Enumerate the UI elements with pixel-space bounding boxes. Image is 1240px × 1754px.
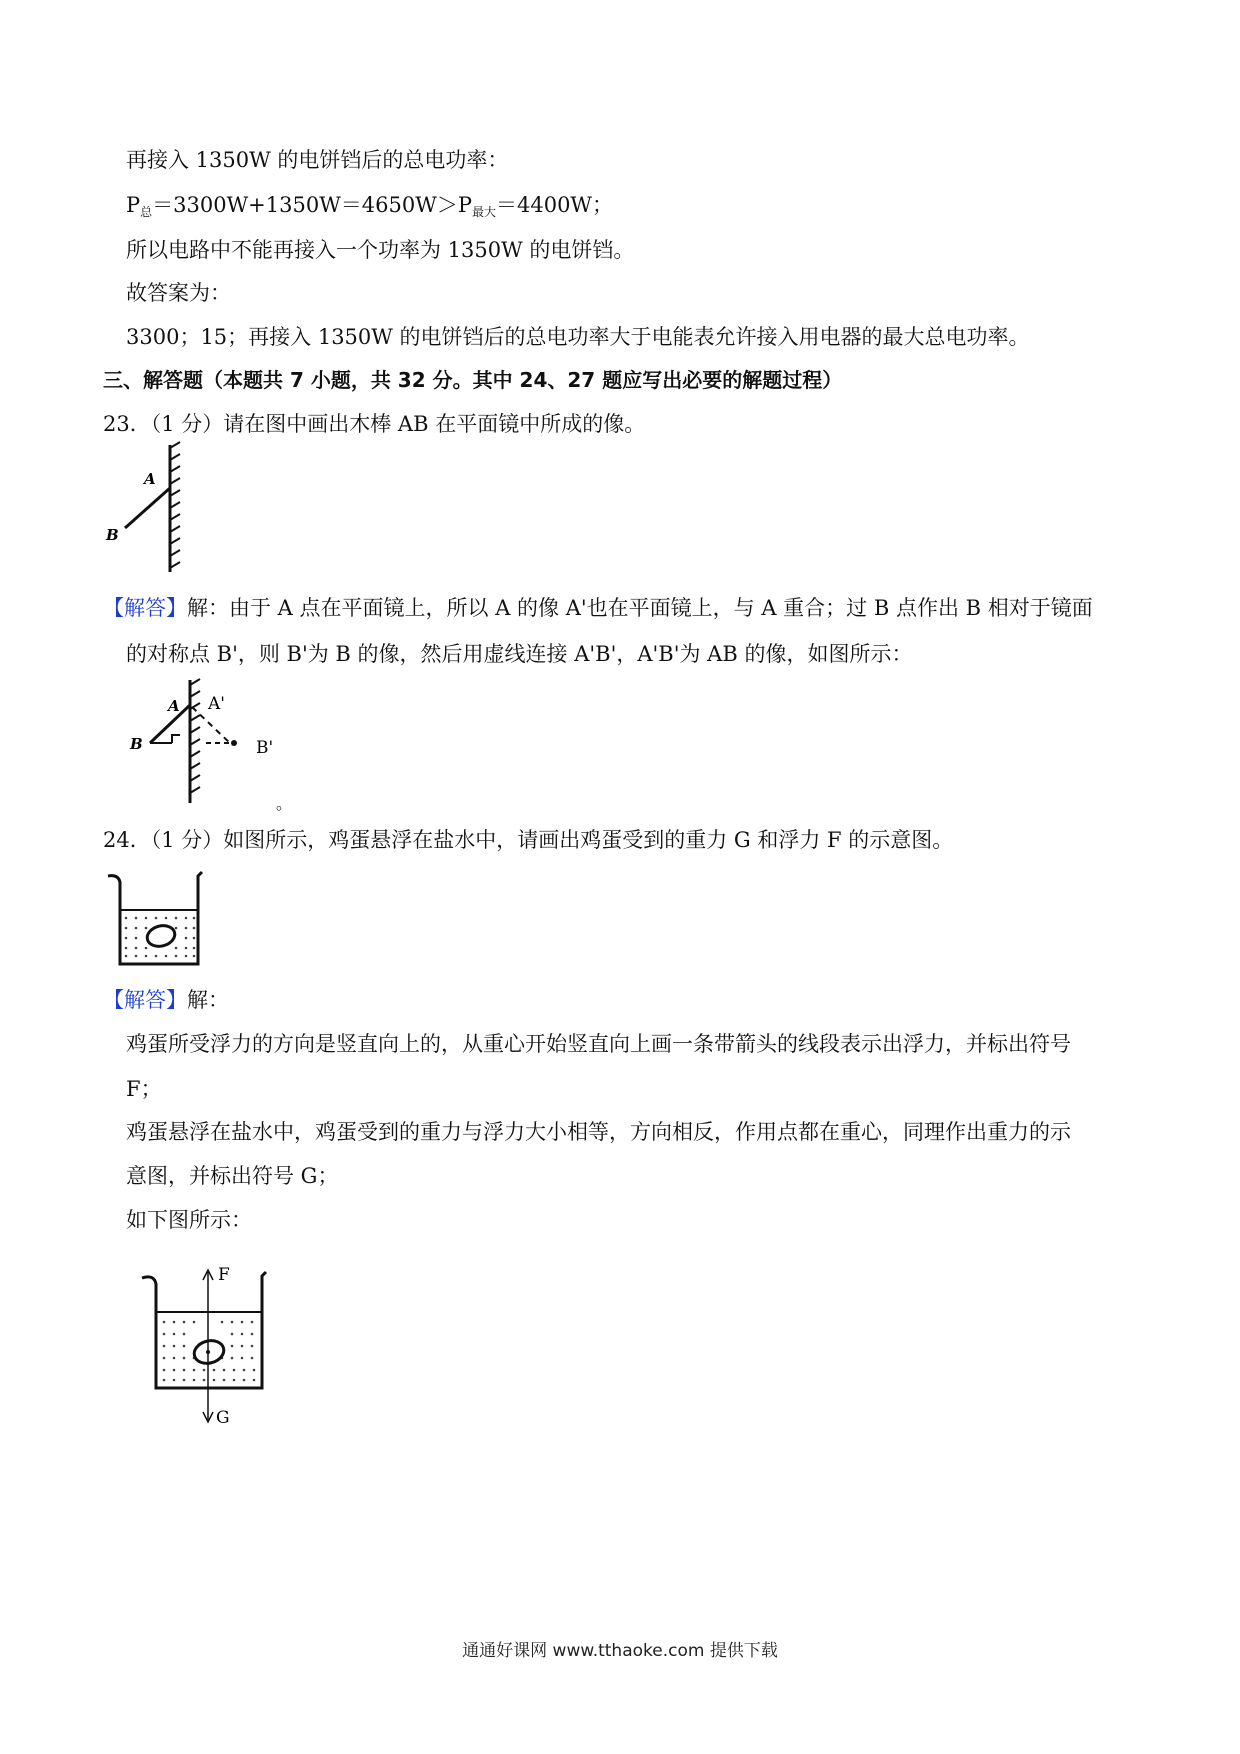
egg	[145, 923, 177, 950]
q24-beaker-figure	[104, 868, 214, 968]
end-mark: 。	[276, 794, 293, 813]
answer-24-line2: F；	[126, 1077, 162, 1101]
equation-middle: ＝3300W+1350W＝4650W＞P	[152, 193, 472, 217]
label-B-prime: B'	[256, 738, 274, 758]
answer-24-line3: 鸡蛋悬浮在盐水中，鸡蛋受到的重力与浮力大小相等，方向相反，作用点都在重心，同理作出重力的示	[126, 1120, 1071, 1144]
label-B: B	[106, 526, 119, 544]
equation-end: ＝4400W；	[495, 193, 614, 217]
answer-23-line1	[103, 594, 1093, 622]
label-A-prime: A'	[208, 694, 225, 714]
label-A: A	[168, 697, 180, 715]
power-equation	[126, 191, 613, 226]
text-line: 所以电路中不能再接入一个功率为 1350W 的电饼铛。	[126, 238, 635, 262]
label-F: F	[218, 1265, 230, 1285]
text-line: 再接入 1350W 的电饼铛后的总电功率：	[126, 148, 509, 172]
question-23: 23．（1 分）请在图中画出木棒 AB 在平面镜中所成的像。	[103, 412, 646, 436]
subscript-max: 最大	[471, 205, 496, 219]
p-symbol: P	[126, 193, 141, 217]
q23-mirror-figure	[100, 440, 210, 575]
answer-summary: 3300；15；再接入 1350W 的电饼铛后的总电功率大于电能表允许接入用电器的最大总电功率。	[126, 325, 1030, 349]
answer-tag: 【解答】	[103, 988, 187, 1012]
label-B: B	[130, 735, 143, 753]
q24-answer-figure	[138, 1260, 278, 1430]
footer-text: 通通好课网 www.tthaoke.com 提供下载	[462, 1641, 778, 1661]
answer-23-line2: 的对称点 B'，则 B'为 B 的像，然后用虚线连接 A'B'，A'B'为 AB 的像，如图所示：	[126, 642, 913, 666]
answer-text: 解：由于 A 点在平面镜上，所以 A 的像 A'也在平面镜上，与 A 重合；过 B 点作出 B 相对于镜面	[187, 596, 1093, 620]
label-G: G	[216, 1408, 230, 1428]
answer-text: 解：	[187, 988, 229, 1012]
answer-24-line5: 如下图所示：	[126, 1208, 252, 1232]
question-24: 24．（1 分）如图所示，鸡蛋悬浮在盐水中，请画出鸡蛋受到的重力 G 和浮力 F 的示意图。	[103, 828, 954, 852]
answer-24-head	[103, 986, 229, 1014]
answer-24-line4: 意图，并标出符号 G；	[126, 1164, 339, 1188]
section-heading: 三、解答题（本题共 7 小题，共 32 分。其中 24、27 题应写出必要的解题过程）	[103, 368, 843, 392]
q23-answer-figure	[122, 675, 302, 815]
answer-24-line1: 鸡蛋所受浮力的方向是竖直向上的，从重心开始竖直向上画一条带箭头的线段表示出浮力，并标出符号	[126, 1032, 1071, 1056]
subscript-total: 总	[140, 205, 153, 219]
label-A: A	[144, 470, 156, 488]
answer-tag: 【解答】	[103, 596, 187, 620]
text-line: 故答案为：	[126, 281, 231, 305]
